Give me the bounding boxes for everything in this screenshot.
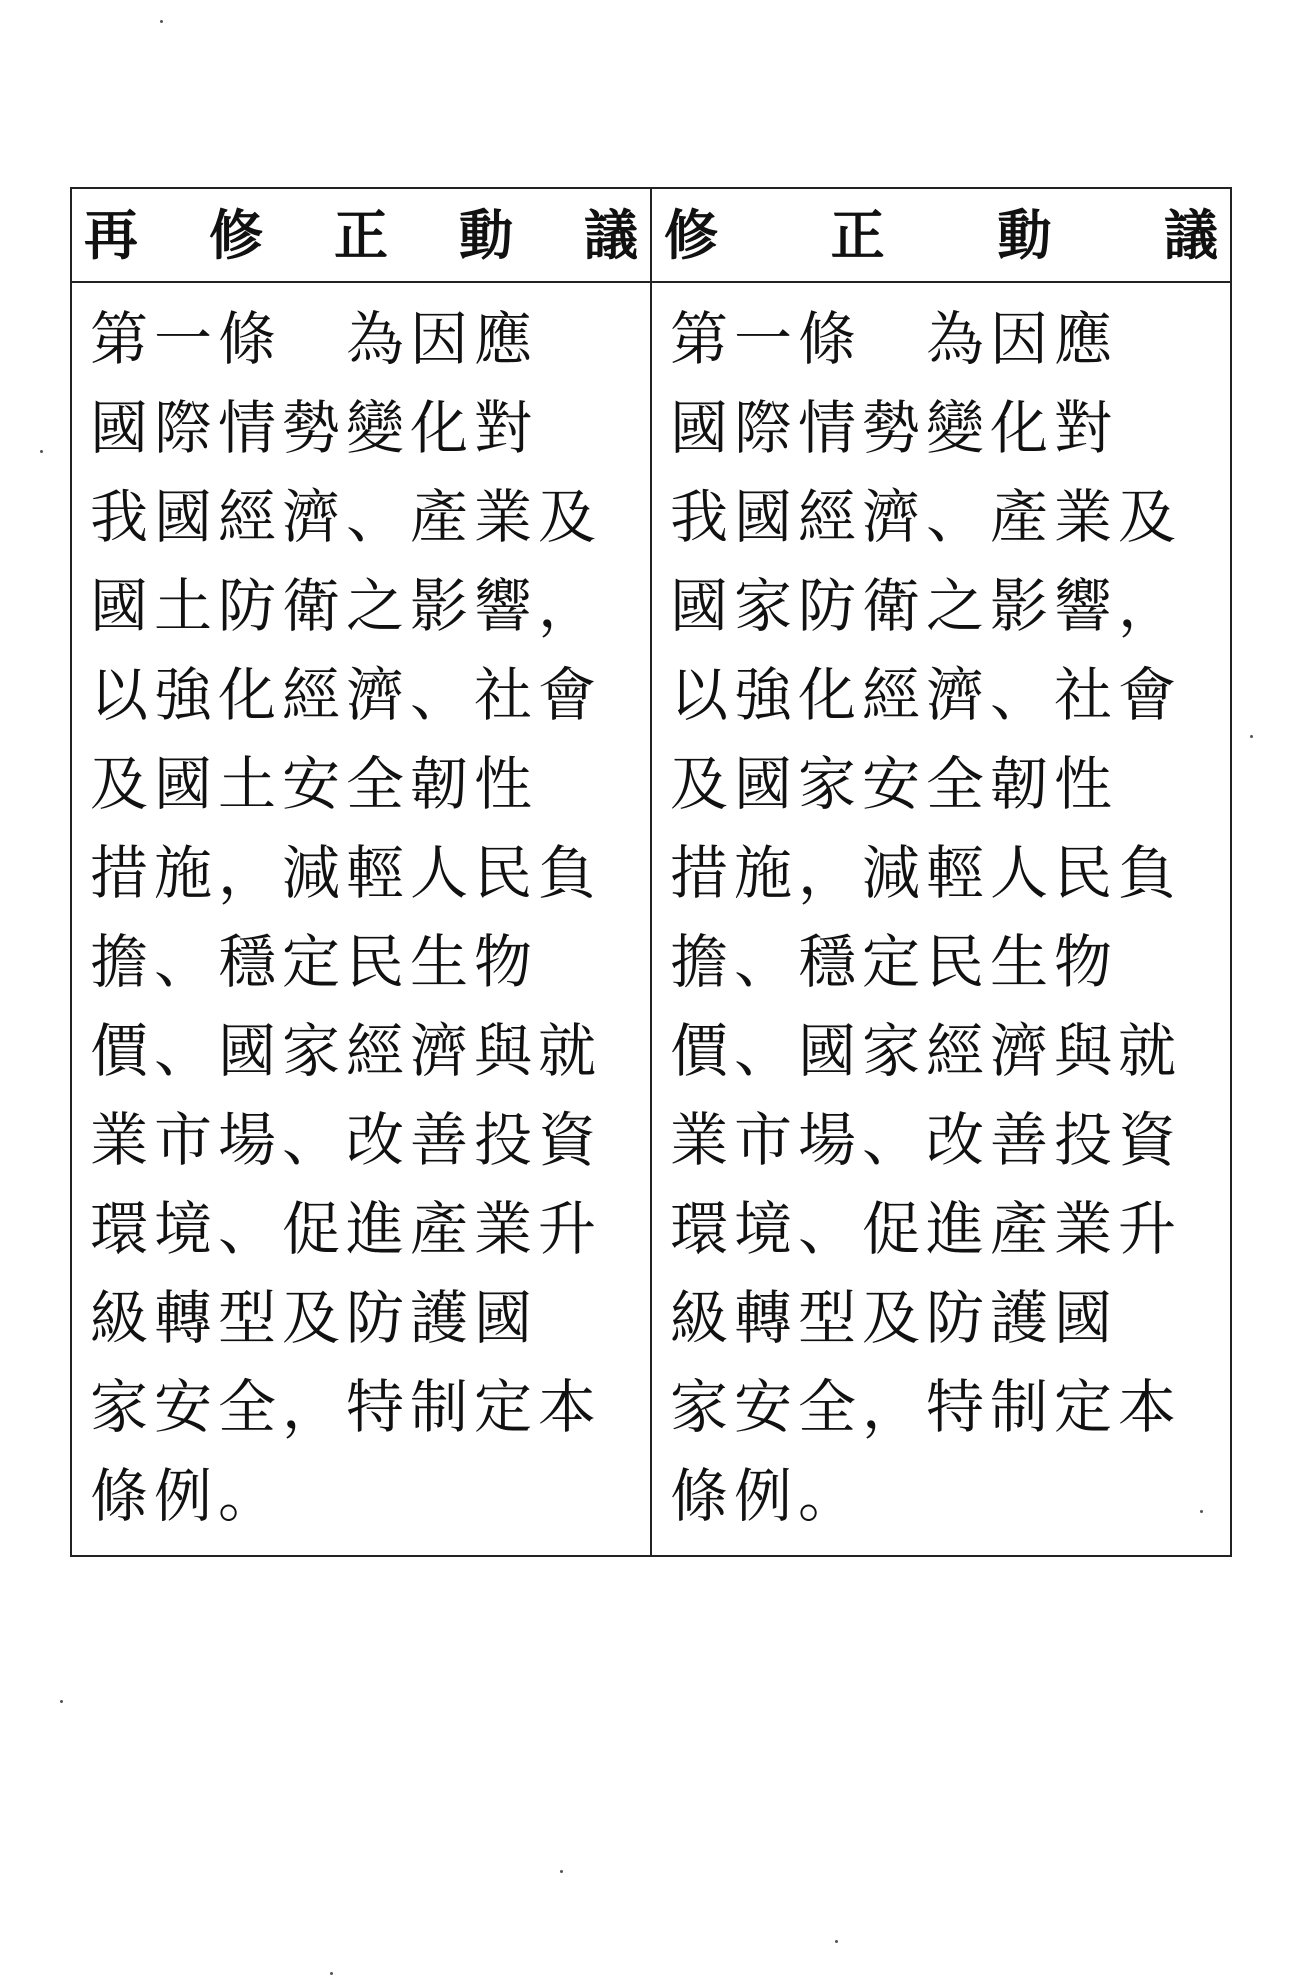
text-line: 第一條 為因應 [670, 305, 1119, 373]
text-line: 家安全，特制定本 [670, 1373, 1183, 1441]
text-line: 以強化經濟、社會 [90, 661, 603, 729]
column-header-left: 再修正動議 [71, 188, 651, 282]
text-line: 我國經濟、產業及 [90, 483, 603, 551]
header-row [71, 188, 1231, 282]
text-line: 及國家安全韌性 [670, 750, 1119, 818]
scan-speck [560, 1870, 563, 1873]
body-row [71, 282, 1231, 1556]
text-line: 級轉型及防護國 [90, 1284, 539, 1352]
text-line: 國家防衛之影響， [670, 572, 1183, 640]
scan-speck [330, 1972, 333, 1975]
column-header-right: 修正動議 [651, 188, 1231, 282]
text-line: 環境、促進產業升 [670, 1195, 1183, 1263]
comparison-table [70, 187, 1232, 1557]
text-line: 業市場、改善投資 [670, 1106, 1183, 1174]
text-line: 第一條 為因應 [90, 305, 539, 373]
text-line: 擔、穩定民生物 [90, 928, 539, 996]
text-line: 國際情勢變化對 [670, 394, 1119, 462]
text-line: 條例。 [670, 1462, 863, 1530]
text-line: 環境、促進產業升 [90, 1195, 603, 1263]
scan-speck [835, 1940, 838, 1943]
text-line: 家安全，特制定本 [90, 1373, 603, 1441]
text-line: 措施，減輕人民負 [90, 839, 603, 907]
text-line: 價、國家經濟與就 [90, 1017, 603, 1085]
text-line: 以強化經濟、社會 [670, 661, 1183, 729]
text-line: 價、國家經濟與就 [670, 1017, 1183, 1085]
scan-speck [40, 450, 43, 453]
scan-speck [160, 20, 163, 23]
scan-speck [60, 1700, 63, 1703]
text-line: 級轉型及防護國 [670, 1284, 1119, 1352]
text-line: 業市場、改善投資 [90, 1106, 603, 1174]
scan-speck [1200, 1510, 1203, 1513]
text-line: 條例。 [90, 1462, 283, 1530]
text-line: 我國經濟、產業及 [670, 483, 1183, 551]
text-line: 及國土安全韌性 [90, 750, 539, 818]
text-line: 國土防衛之影響， [90, 572, 603, 640]
scan-speck [1250, 735, 1253, 738]
text-line: 國際情勢變化對 [90, 394, 539, 462]
text-line: 擔、穩定民生物 [670, 928, 1119, 996]
column-body-left [71, 282, 651, 1556]
text-line: 措施，減輕人民負 [670, 839, 1183, 907]
column-body-right [651, 282, 1231, 1556]
